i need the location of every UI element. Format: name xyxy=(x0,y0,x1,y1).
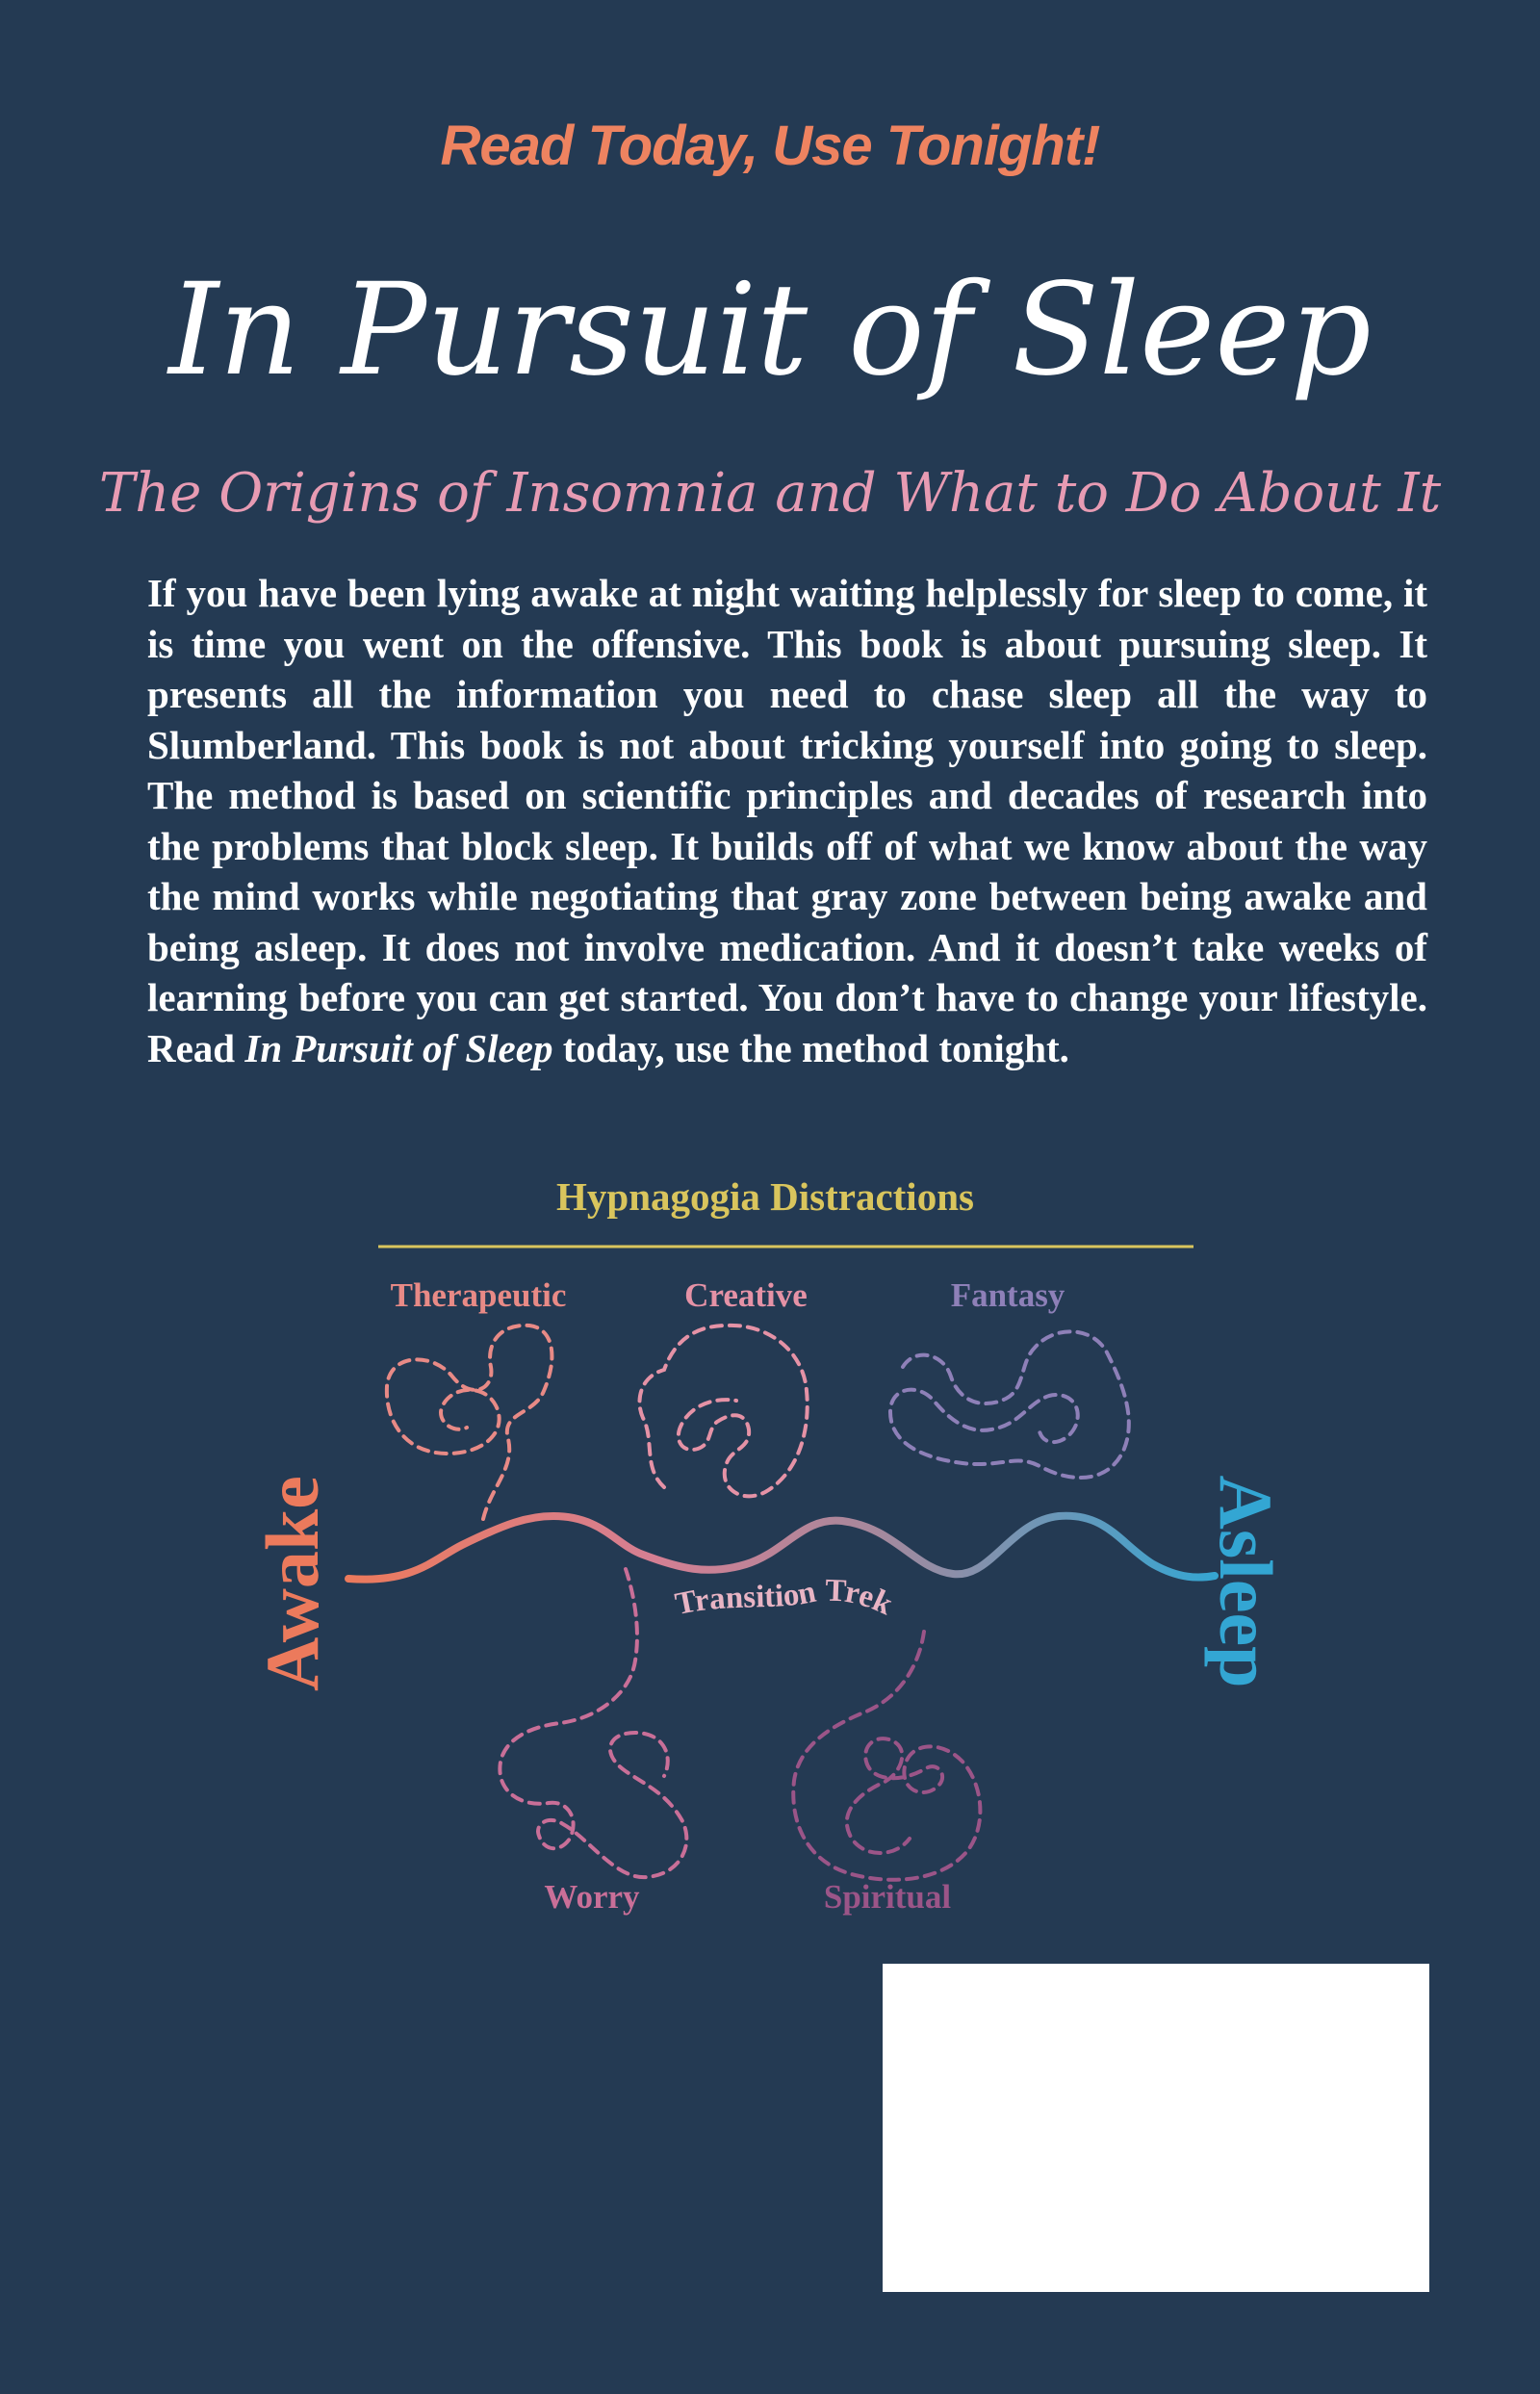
hypnagogia-diagram xyxy=(0,1160,1540,1930)
label-fantasy: Fantasy xyxy=(950,1276,1065,1314)
transition-trek-textpath: Transition Trek xyxy=(672,1573,898,1623)
transition-trek-wave xyxy=(348,1516,1215,1580)
barcode-area xyxy=(883,1964,1429,2292)
diagram-heading: Hypnagogia Distractions xyxy=(556,1174,974,1219)
squiggle-spiritual xyxy=(793,1632,980,1880)
squiggle-creative xyxy=(639,1326,807,1496)
book-subtitle: The Origins of Insomnia and What to Do About It xyxy=(98,462,1442,525)
asleep-label: Asleep xyxy=(1204,1475,1288,1688)
blurb-paragraph xyxy=(147,568,1427,1073)
label-spiritual: Spiritual xyxy=(823,1878,952,1916)
blurb-text-start: If you have been lying awake at night waiting helplessly for sleep to come, it is time you went on the offensive. This book is about pursuing sleep. It presents all the information you need to chase sleep all the way to Slumberland. This book is not about tricking yourself into going to sleep. The method is based on scientific principles and decades of research into the problems that block sleep. It builds off of what we know about the way the mind works while negotiating that gray zone between being awake and being asleep. It does not involve medication. And it doesn’t take weeks of learning before you can get started. You don’t have to change your lifestyle. Read xyxy=(147,571,1427,1070)
tagline: Read Today, Use Tonight! xyxy=(440,115,1100,177)
book-title: In Pursuit of Sleep xyxy=(168,256,1372,404)
blurb-text-end: today, use the method tonight. xyxy=(552,1025,1069,1070)
label-therapeutic: Therapeutic xyxy=(390,1276,567,1314)
squiggle-worry xyxy=(500,1569,686,1877)
awake-label: Awake xyxy=(250,1476,334,1691)
blurb-book-title: In Pursuit of Sleep xyxy=(244,1025,553,1070)
label-worry: Worry xyxy=(544,1878,640,1916)
squiggle-therapeutic xyxy=(387,1326,552,1519)
label-creative: Creative xyxy=(684,1276,808,1314)
squiggle-fantasy xyxy=(890,1331,1129,1478)
transition-trek-label xyxy=(673,1573,899,1622)
